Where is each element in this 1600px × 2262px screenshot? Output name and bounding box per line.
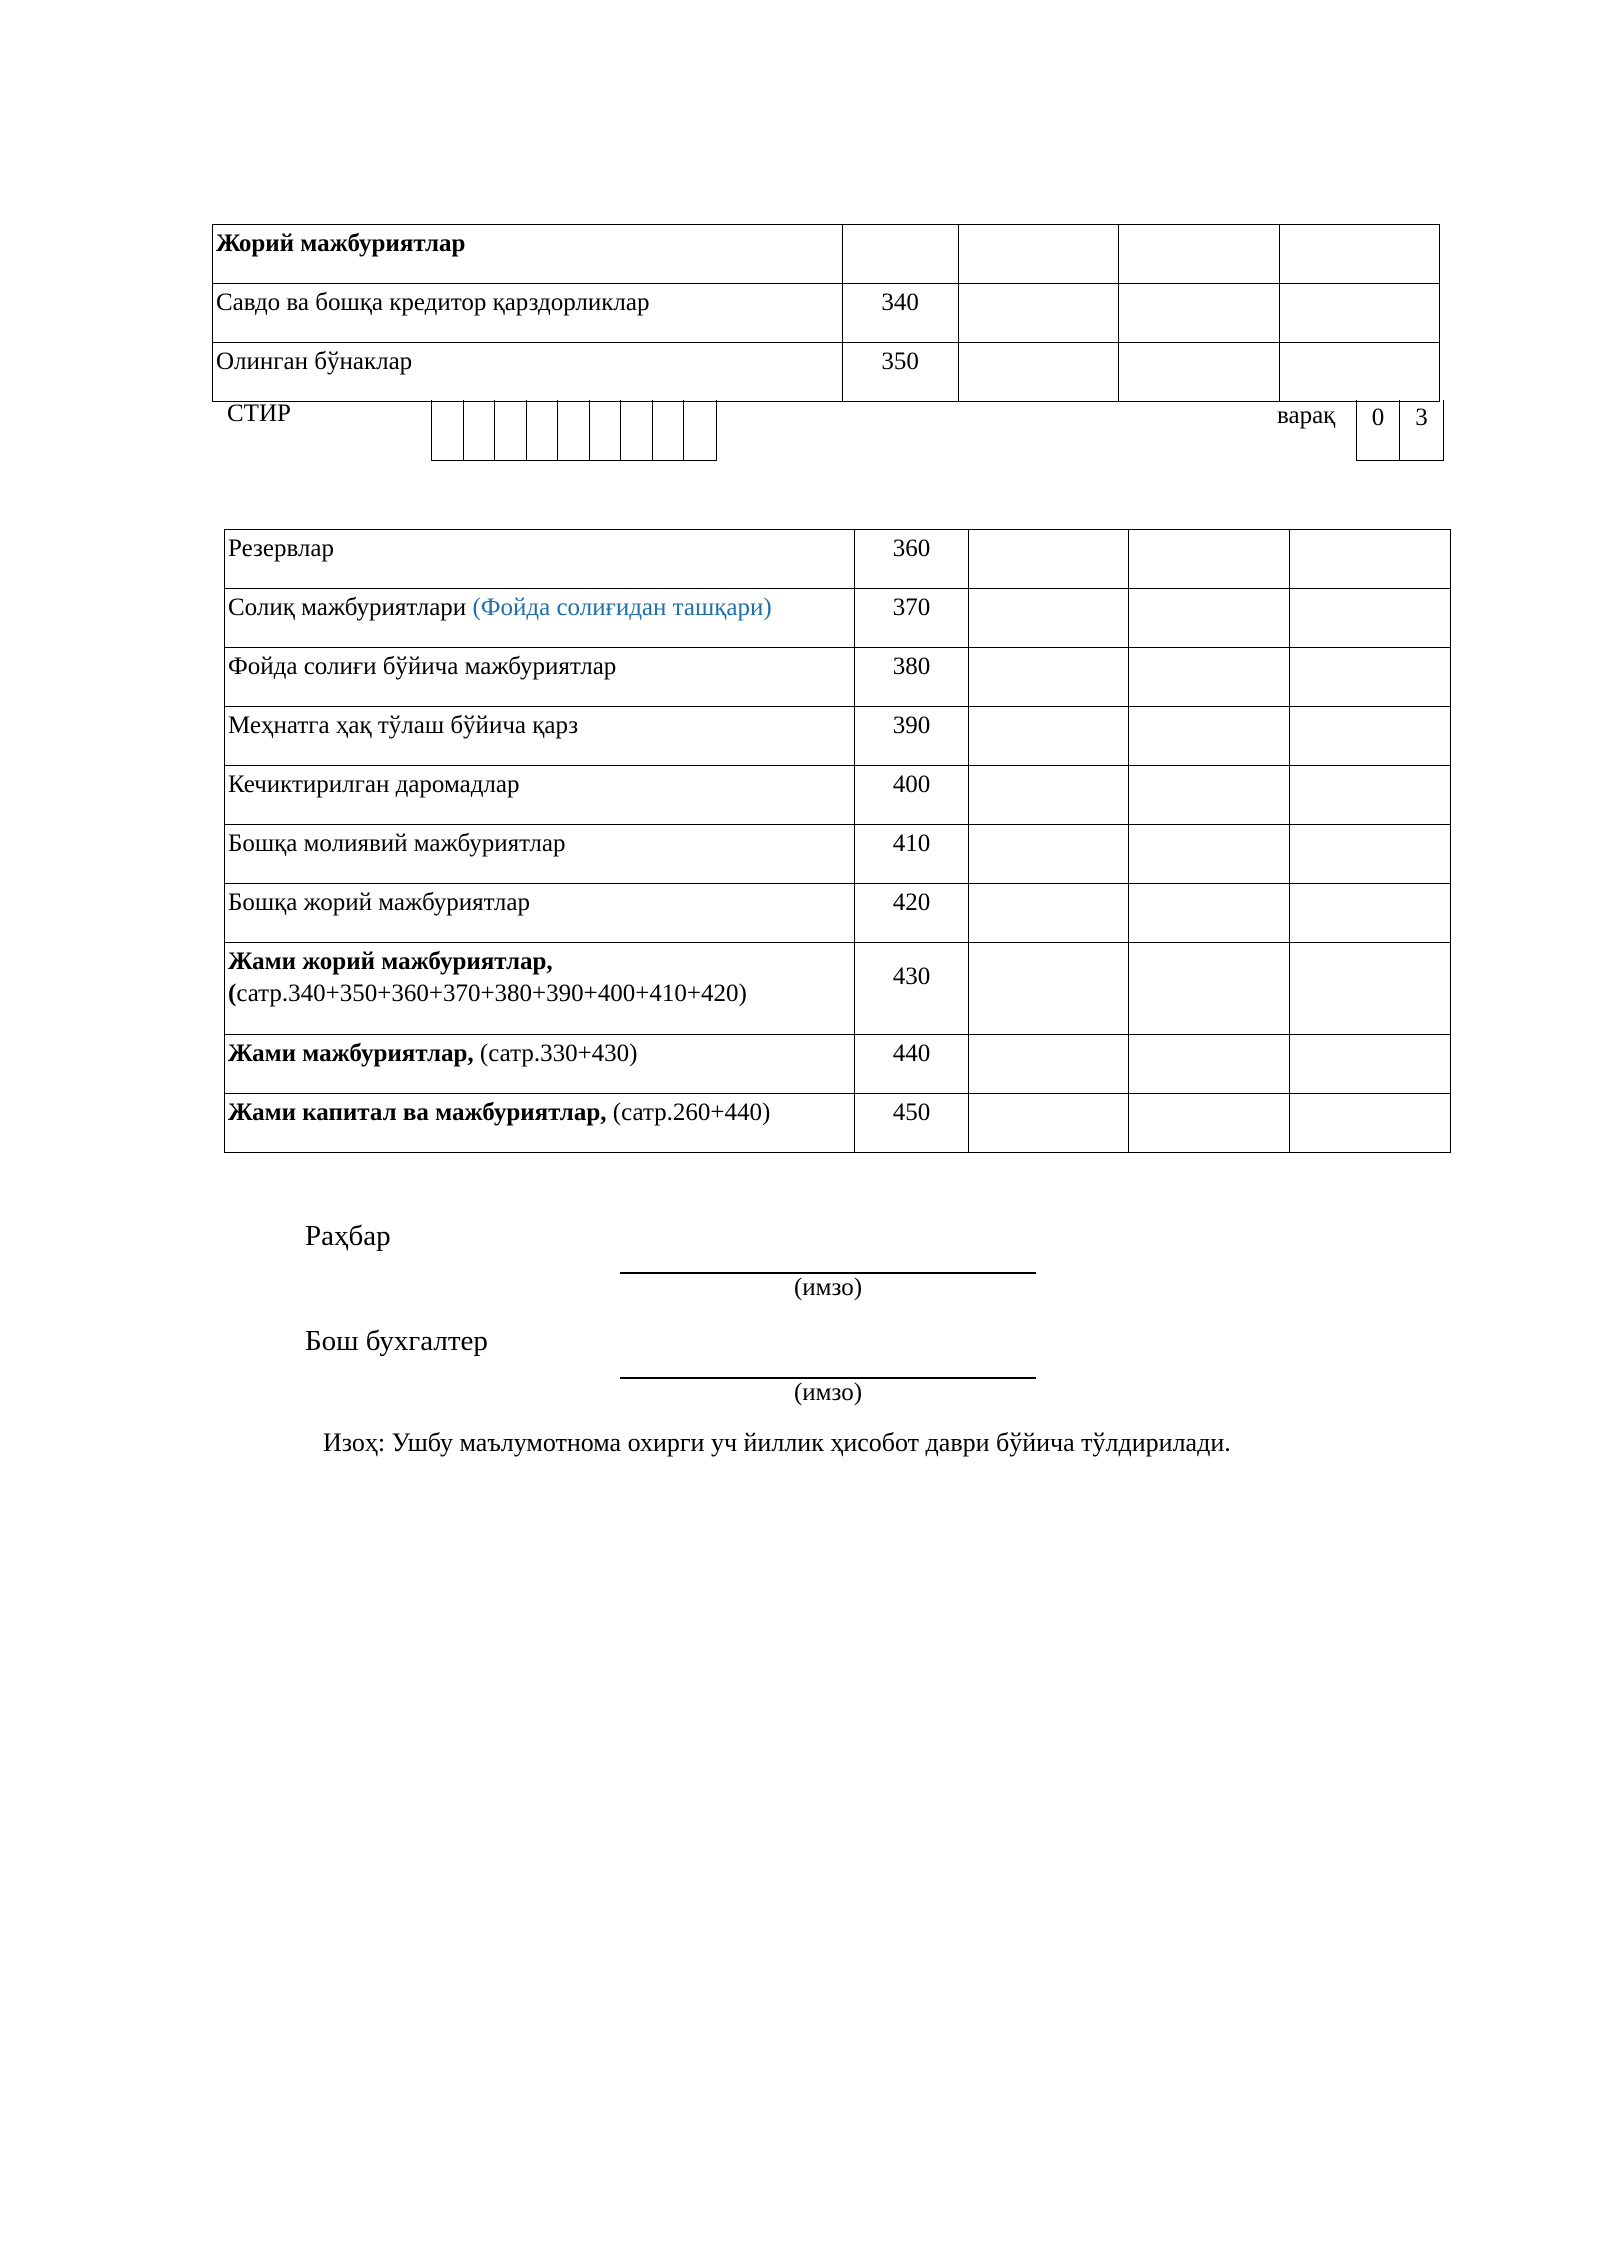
row-label: Бошқа жорий мажбуриятлар xyxy=(225,884,855,943)
row-label: Кечиктирилган даромадлар xyxy=(225,766,855,825)
value-cell[interactable] xyxy=(1279,343,1439,402)
accountant-signature-caption: (имзо) xyxy=(793,1379,863,1406)
value-cell[interactable] xyxy=(1119,284,1279,343)
table-row xyxy=(213,225,1440,284)
stir-digit-box[interactable] xyxy=(653,400,685,460)
value-cell[interactable] xyxy=(958,284,1118,343)
line-code-cell: 390 xyxy=(855,707,969,766)
head-signature-label: Раҳбар xyxy=(305,1220,391,1252)
table-row xyxy=(225,766,1451,825)
value-cell[interactable] xyxy=(1129,707,1290,766)
table-row-total xyxy=(225,943,1451,1035)
stir-digit-box[interactable] xyxy=(432,400,464,460)
row-label xyxy=(225,589,855,648)
footnote: Изоҳ: Ушбу маълумотнома охирги уч йиллик ҳисобот даври бўйича тўлдирилади. xyxy=(323,1428,1231,1457)
value-cell[interactable] xyxy=(1279,284,1439,343)
value-cell[interactable] xyxy=(1119,343,1279,402)
accountant-signature-label: Бош бухгалтер xyxy=(305,1325,488,1357)
value-cell[interactable] xyxy=(969,766,1129,825)
liabilities-table xyxy=(224,529,1451,1153)
row-label: Савдо ва бошқа кредитор қарздорликлар xyxy=(213,284,843,343)
value-cell[interactable] xyxy=(1290,648,1451,707)
value-cell[interactable] xyxy=(1290,1094,1451,1153)
value-cell[interactable] xyxy=(1129,530,1290,589)
value-cell[interactable] xyxy=(1119,225,1279,284)
value-cell[interactable] xyxy=(1290,589,1451,648)
stir-digit-box[interactable] xyxy=(495,400,527,460)
value-cell[interactable] xyxy=(1129,766,1290,825)
line-code-cell: 350 xyxy=(842,343,958,402)
row-label xyxy=(225,943,855,1035)
table-row xyxy=(225,825,1451,884)
row-label-formula: сатр.340+350+360+370+380+390+400+410+420) xyxy=(236,980,747,1007)
value-cell[interactable] xyxy=(969,1035,1129,1094)
stir-digit-box[interactable] xyxy=(464,400,496,460)
value-cell[interactable] xyxy=(1290,707,1451,766)
value-cell[interactable] xyxy=(1129,589,1290,648)
line-code-cell: 410 xyxy=(855,825,969,884)
value-cell[interactable] xyxy=(1129,1094,1290,1153)
table-row-total xyxy=(225,1094,1451,1153)
line-code-cell: 340 xyxy=(842,284,958,343)
row-label-formula: (сатр.330+430) xyxy=(473,1040,638,1067)
value-cell[interactable] xyxy=(969,884,1129,943)
row-label: Олинган бўнаклар xyxy=(213,343,843,402)
stir-input-boxes[interactable] xyxy=(431,400,717,461)
value-cell[interactable] xyxy=(969,589,1129,648)
stir-digit-box[interactable] xyxy=(590,400,622,460)
value-cell[interactable] xyxy=(1290,1035,1451,1094)
table-row xyxy=(225,707,1451,766)
row-label-bold: Жами капитал ва мажбуриятлар, xyxy=(228,1099,607,1126)
table-row xyxy=(225,648,1451,707)
value-cell[interactable] xyxy=(958,343,1118,402)
sheet-number-boxes xyxy=(1356,400,1444,461)
value-cell[interactable] xyxy=(969,1094,1129,1153)
row-label-bold: Жами мажбуриятлар, xyxy=(228,1040,474,1067)
line-code-cell: 450 xyxy=(855,1094,969,1153)
stir-digit-box[interactable] xyxy=(621,400,653,460)
stir-digit-box[interactable] xyxy=(527,400,559,460)
head-signature-caption: (имзо) xyxy=(793,1274,863,1301)
stir-digit-box[interactable] xyxy=(558,400,590,460)
sheet-digit: 3 xyxy=(1415,404,1428,431)
table-row xyxy=(213,343,1440,402)
value-cell[interactable] xyxy=(1290,884,1451,943)
row-label xyxy=(225,1094,855,1153)
value-cell[interactable] xyxy=(1129,943,1290,1035)
row-label: Бошқа молиявий мажбуриятлар xyxy=(225,825,855,884)
value-cell[interactable] xyxy=(969,530,1129,589)
table-row-total xyxy=(225,1035,1451,1094)
current-liabilities-table xyxy=(212,224,1440,402)
value-cell[interactable] xyxy=(958,225,1118,284)
line-code-cell: 370 xyxy=(855,589,969,648)
table-row xyxy=(213,284,1440,343)
stir-digit-box[interactable] xyxy=(684,400,716,460)
line-code-cell: 440 xyxy=(855,1035,969,1094)
row-label-paren: ( xyxy=(228,980,237,1007)
table-row xyxy=(225,530,1451,589)
value-cell[interactable] xyxy=(1290,825,1451,884)
value-cell[interactable] xyxy=(1279,225,1439,284)
value-cell[interactable] xyxy=(1129,825,1290,884)
stir-label: СТИР xyxy=(227,400,291,427)
value-cell[interactable] xyxy=(1129,884,1290,943)
line-code-cell xyxy=(842,225,958,284)
section-heading: Жорий мажбуриятлар xyxy=(213,225,843,284)
value-cell[interactable] xyxy=(969,707,1129,766)
row-label-bold: Жами жорий мажбуриятлар, xyxy=(228,948,553,975)
value-cell[interactable] xyxy=(1290,530,1451,589)
row-label: Меҳнатга ҳақ тўлаш бўйича қарз xyxy=(225,707,855,766)
row-label-note: (Фойда солиғидан ташқари) xyxy=(472,594,772,621)
value-cell[interactable] xyxy=(969,825,1129,884)
row-label: Фойда солиғи бўйича мажбуриятлар xyxy=(225,648,855,707)
value-cell[interactable] xyxy=(1290,766,1451,825)
line-code-cell: 380 xyxy=(855,648,969,707)
sheet-digit: 0 xyxy=(1357,400,1400,460)
row-label-text: Солиқ мажбуриятлари xyxy=(228,594,467,621)
table-row xyxy=(225,884,1451,943)
row-label xyxy=(225,1035,855,1094)
value-cell[interactable] xyxy=(1129,1035,1290,1094)
sheet-label: варақ xyxy=(1277,402,1336,429)
value-cell[interactable] xyxy=(1290,943,1451,1035)
line-code-cell: 430 xyxy=(855,943,969,1035)
value-cell[interactable] xyxy=(1129,648,1290,707)
line-code-cell: 360 xyxy=(855,530,969,589)
line-code-cell: 420 xyxy=(855,884,969,943)
value-cell[interactable] xyxy=(969,648,1129,707)
row-label: Резервлар xyxy=(225,530,855,589)
row-label-formula: (сатр.260+440) xyxy=(606,1099,771,1126)
table-row xyxy=(225,589,1451,648)
value-cell[interactable] xyxy=(969,943,1129,1035)
line-code-cell: 400 xyxy=(855,766,969,825)
